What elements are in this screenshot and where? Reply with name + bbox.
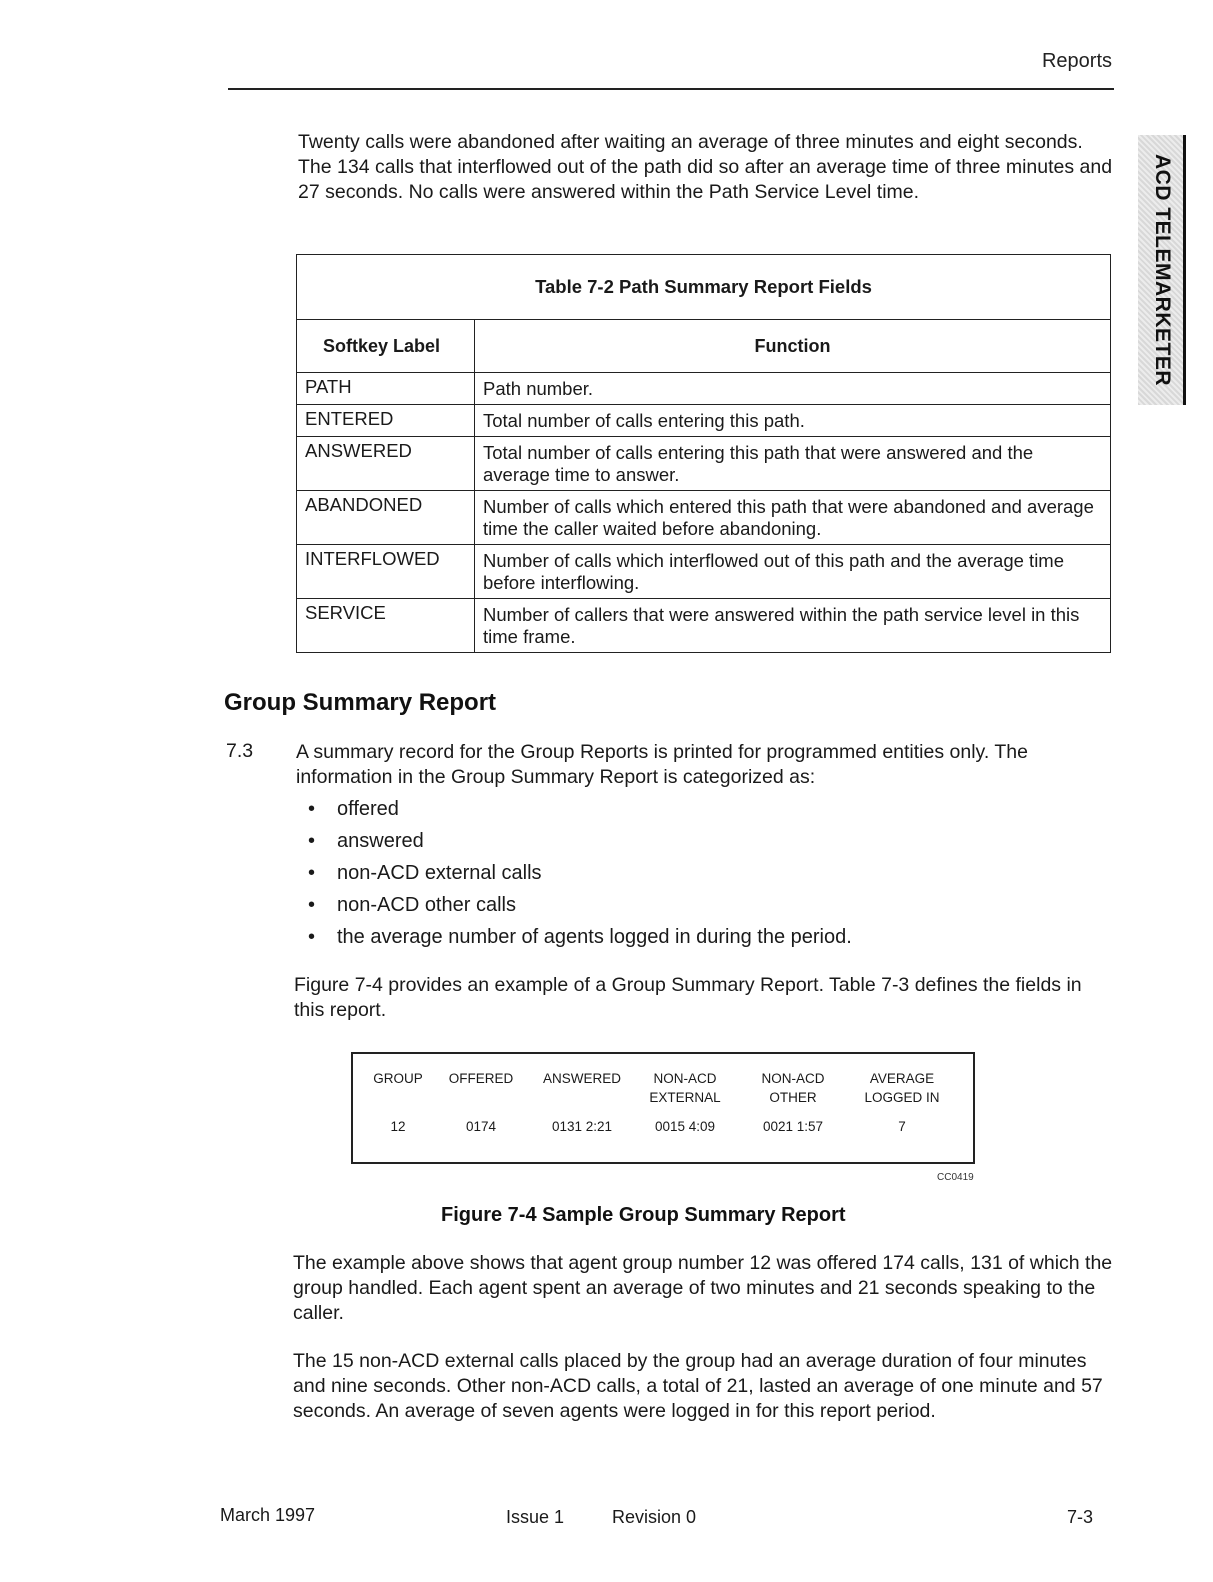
table-row <box>297 437 1111 491</box>
list-item-text: non-ACD other calls <box>337 894 516 916</box>
group-summary-report-figure <box>351 1052 975 1164</box>
table-cell-function: Total number of calls entering this path that were answered and the average time to answer. <box>475 437 1111 491</box>
bullet-icon: • <box>308 926 316 948</box>
figure-column-average-logged-in <box>864 1069 940 1134</box>
table-row <box>297 545 1111 599</box>
figure-code: CC0419 <box>937 1172 974 1183</box>
figure-column-header: NON-ACD <box>653 1071 717 1086</box>
table-header-function: Function <box>475 320 1111 373</box>
figure-column-header: GROUP <box>373 1071 423 1086</box>
figure-caption: Figure 7-4 Sample Group Summary Report <box>441 1204 846 1226</box>
bullet-icon: • <box>308 830 316 852</box>
figure-column-header: OFFERED <box>448 1071 514 1086</box>
list-item <box>305 796 852 828</box>
example-paragraph-2: The 15 non-ACD external calls placed by the group had an average duration of four minutes and nine seconds. Other non-ACD calls, a total of 21, lasted an average of one minute and 57 seconds. An average of seven agents were logged in for this report period. <box>293 1350 1103 1422</box>
footer-issue: Issue 1 <box>506 1507 565 1527</box>
bullet-icon: • <box>308 862 316 884</box>
table-cell-function: Number of calls which interflowed out of this path and the average time before interflowing. <box>475 545 1111 599</box>
header-divider <box>228 88 1114 90</box>
list-item <box>305 860 852 892</box>
side-tab-label: ACD TELEMARKETER <box>1151 154 1174 386</box>
table-cell-label: ENTERED <box>297 405 475 437</box>
table-row <box>297 373 1111 405</box>
figure-column-value: 12 <box>390 1119 406 1134</box>
table-cell-function: Number of callers that were answered within the path service level in this time frame. <box>475 599 1111 653</box>
figure-column-header-line-2: OTHER <box>769 1090 817 1105</box>
footer-revision: Revision 0 <box>612 1507 697 1527</box>
figure-column-value: 0174 <box>465 1119 497 1134</box>
figure-column-group <box>373 1069 423 1134</box>
figure-column-value: 0021 1:57 <box>762 1119 824 1134</box>
category-list <box>305 796 852 956</box>
list-item <box>305 892 852 924</box>
list-item <box>305 828 852 860</box>
table-cell-function: Number of calls which entered this path that were abandoned and average time the caller waited before abandoning. <box>475 491 1111 545</box>
figure-column-header-line-2: EXTERNAL <box>649 1090 721 1105</box>
table-cell-label: SERVICE <box>297 599 475 653</box>
list-item <box>305 924 852 956</box>
figure-column-offered <box>448 1069 514 1134</box>
figure-column-value: 0131 2:21 <box>551 1119 613 1134</box>
section-number: 7.3 <box>226 740 254 762</box>
list-item-text: non-ACD external calls <box>337 862 542 884</box>
page-header-title: Reports <box>1041 50 1112 72</box>
bullet-icon: • <box>308 894 316 916</box>
table-cell-label: ANSWERED <box>297 437 475 491</box>
figure-column-header: ANSWERED <box>542 1071 622 1086</box>
table-cell-function: Path number. <box>475 373 1111 405</box>
figure-column-non-acd-other <box>761 1069 825 1134</box>
table-row <box>297 491 1111 545</box>
figure-column-answered <box>542 1069 622 1134</box>
figure-reference-paragraph: Figure 7-4 provides an example of a Group Summary Report. Table 7-3 defines the fields in this report. <box>294 974 1082 1021</box>
list-item-text: answered <box>337 830 424 852</box>
table-row <box>297 599 1111 653</box>
footer-date: March 1997 <box>220 1505 316 1525</box>
table-row <box>297 405 1111 437</box>
example-paragraph-1: The example above shows that agent group number 12 was offered 174 calls, 131 of which the group handled. Each agent spent an average of two minutes and 21 seconds speaking to the caller. <box>293 1252 1113 1324</box>
table-header-softkey: Softkey Label <box>297 320 475 373</box>
figure-column-header: AVERAGE <box>869 1071 935 1086</box>
figure-column-header-line-2: LOGGED IN <box>864 1090 940 1105</box>
bullet-icon: • <box>308 798 316 820</box>
figure-column-header: NON-ACD <box>761 1071 825 1086</box>
table-caption: Table 7-2 Path Summary Report Fields <box>297 255 1111 320</box>
table-cell-label: ABANDONED <box>297 491 475 545</box>
footer-page-number: 7-3 <box>1067 1507 1094 1527</box>
path-summary-table <box>296 254 1111 653</box>
intro-paragraph: Twenty calls were abandoned after waiting an average of three minutes and eight seconds. The 134 calls that interflowed out of the path did so after an average time of three minutes and 27 seconds. No calls were answered within the Path Service Level time. <box>298 131 1113 203</box>
list-item-text: the average number of agents logged in during the period. <box>337 926 852 948</box>
section-heading: Group Summary Report <box>224 689 497 716</box>
figure-column-value: 0015 4:09 <box>654 1119 716 1134</box>
list-item-text: offered <box>337 798 399 820</box>
section-paragraph: A summary record for the Group Reports is printed for programmed entities only. The information in the Group Summary Report is categorized as: <box>296 741 1028 788</box>
figure-column-non-acd-external <box>649 1069 721 1134</box>
table-cell-label: INTERFLOWED <box>297 545 475 599</box>
table-cell-function: Total number of calls entering this path. <box>475 405 1111 437</box>
figure-column-value: 7 <box>898 1119 906 1134</box>
table-cell-label: PATH <box>297 373 475 405</box>
